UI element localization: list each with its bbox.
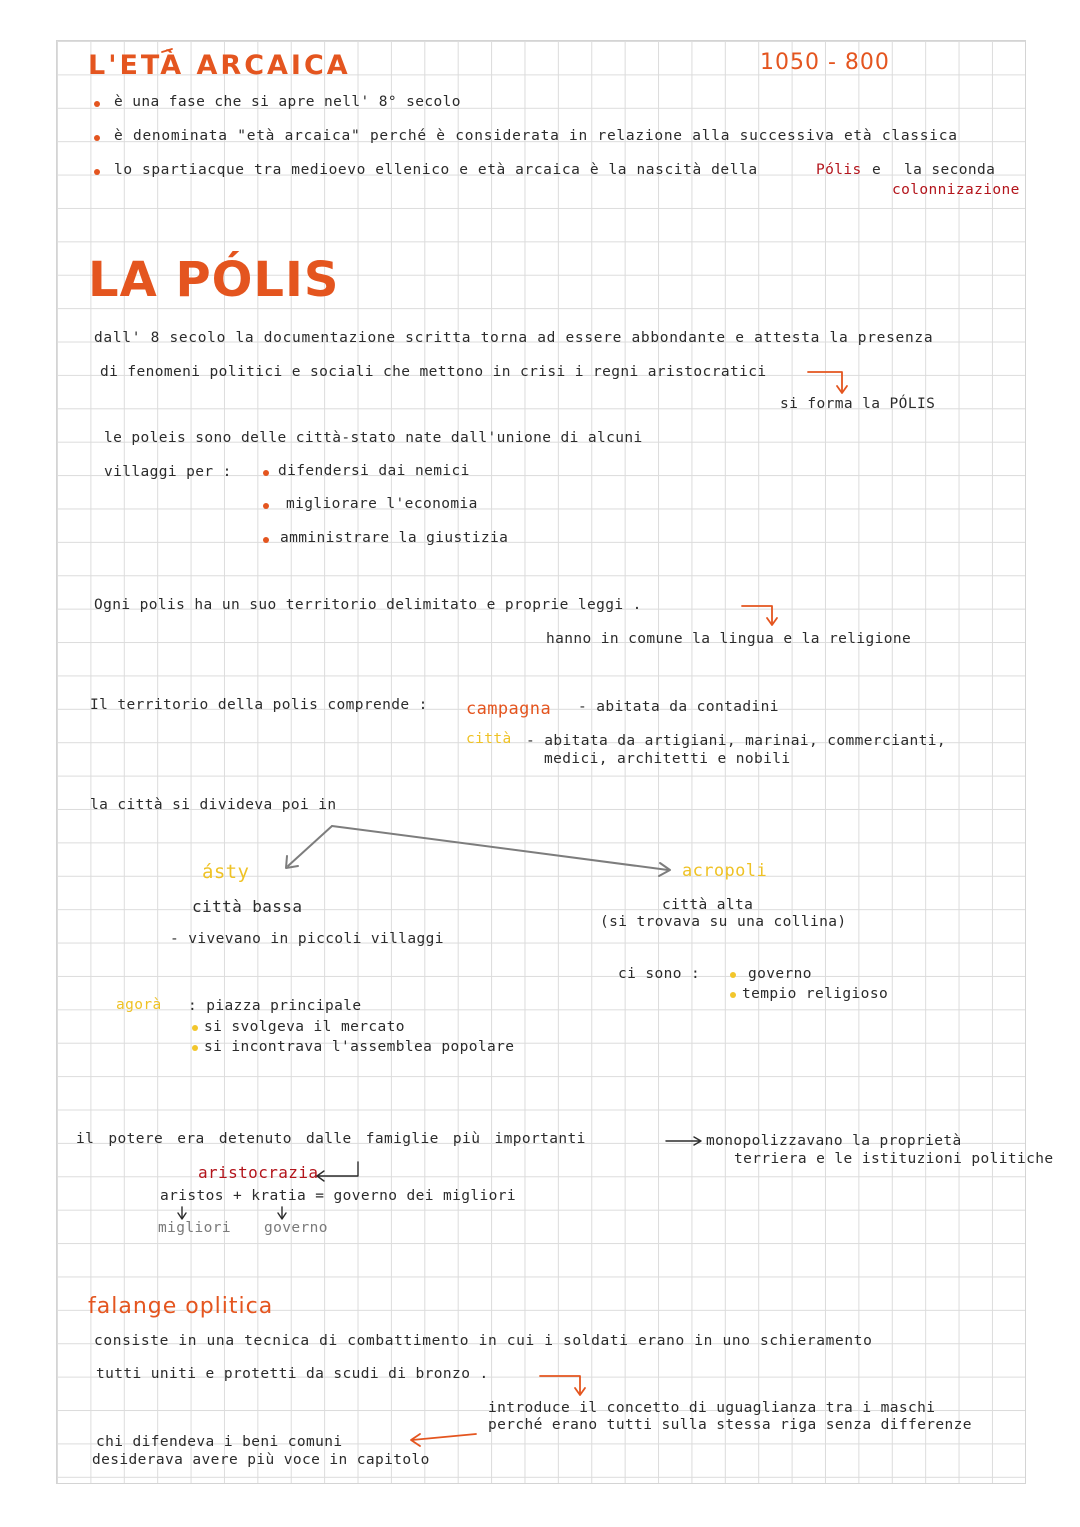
aristocrazia-term: aristocrazia [198, 1163, 319, 1182]
polis-para3-line1: Ogni polis ha un suo territorio delimitato e proprie leggi . [94, 597, 642, 613]
citta-desc-line2: medici, architetti e nobili [544, 751, 791, 767]
asty-desc: città bassa [192, 897, 303, 916]
intro-bullet-3: lo spartiacque tra medioevo ellenico e età arcaica è la nascità della [114, 162, 758, 178]
citta-desc-line1: - abitata da artigiani, marinai, commercianti, [526, 733, 946, 749]
intro-polis-term: Pólis [816, 162, 862, 178]
intro-colonizzazione: colonnizazione [892, 182, 1020, 198]
acropoli-ci-sono: ci sono : [618, 966, 701, 982]
intro-bullet-2: è denominata "età arcaica" perché è considerata in relazione alla successiva età classica [114, 128, 958, 144]
falange-consequence-line1: chi difendeva i beni comuni [96, 1434, 343, 1450]
purpose-item: difendersi dai nemici [278, 463, 470, 479]
falange-line2: tutti uniti e protetti da scudi di bronzo . [96, 1366, 489, 1382]
bullet-dot [263, 470, 269, 476]
purpose-item: amministrare la giustizia [280, 530, 509, 546]
acropoli-label: acropoli [682, 861, 768, 881]
etymology-line: aristos + kratia = governo dei migliori [160, 1188, 517, 1204]
agora-desc: : piazza principale [188, 998, 362, 1014]
territory-intro: Il territorio della polis comprende : [90, 697, 428, 713]
etymology-kratia-meaning: governo [264, 1220, 328, 1236]
section-title-eta-arcaica: L'ETÀ ARCAICA [88, 50, 351, 81]
campagna-desc: - abitata da contadini [578, 699, 779, 715]
citta-label: città [466, 731, 512, 747]
agora-item: si incontrava l'assemblea popolare [204, 1039, 515, 1055]
bullet-dot [192, 1045, 198, 1051]
bullet-dot [94, 135, 100, 141]
purpose-item: migliorare l'economia [286, 496, 478, 512]
asty-note: - vivevano in piccoli villaggi [170, 931, 444, 947]
acropoli-desc-line1: città alta [662, 897, 754, 913]
intro-bullet-1: è una fase che si apre nell' 8° secolo [114, 94, 461, 110]
etymology-aristos-meaning: migliori [158, 1220, 232, 1236]
intro-seconda: la seconda [904, 162, 996, 178]
acropoli-desc-line2: (si trovava su una collina) [600, 914, 847, 930]
polis-para2-line1: le poleis sono delle città-stato nate dall'unione di alcuni [104, 430, 643, 446]
bullet-dot [192, 1025, 198, 1031]
polis-formation: si forma la PÓLIS [780, 396, 936, 412]
power-result-line2: terriera e le istituzioni politiche [734, 1151, 1054, 1167]
polis-para2-line2: villaggi per : [104, 464, 232, 480]
power-line: il potere era detenuto dalle famiglie più importanti [76, 1131, 586, 1147]
bullet-dot [730, 992, 736, 998]
agora-item: si svolgeva il mercato [204, 1019, 405, 1035]
polis-para1-line2: di fenomeni politici e sociali che mettono in crisi i regni aristocratici [100, 364, 767, 380]
falange-consequence-line2: desiderava avere più voce in capitolo [92, 1452, 430, 1468]
falange-line1: consiste in una tecnica di combattimento in cui i soldati erano in uno schieramento [94, 1333, 873, 1349]
campagna-label: campagna [466, 699, 552, 719]
bullet-dot [94, 169, 100, 175]
agora-label: agorà [116, 997, 162, 1013]
falange-right-line1: introduce il concetto di uguaglianza tra i maschi [488, 1400, 936, 1416]
section-title-falange: falange oplitica [88, 1294, 274, 1319]
power-result-line1: monopolizzavano la proprietà [706, 1133, 962, 1149]
acropoli-item: tempio religioso [742, 986, 889, 1002]
bullet-dot [263, 503, 269, 509]
asty-label: ásty [202, 861, 250, 883]
falange-right-line2: perché erano tutti sulla stessa riga senza differenze [488, 1417, 972, 1433]
date-range: 1050 - 800 [760, 50, 890, 75]
bullet-dot [94, 101, 100, 107]
intro-and: e [872, 162, 882, 178]
polis-para3-line2: hanno in comune la lingua e la religione [546, 631, 912, 647]
bullet-dot [263, 537, 269, 543]
polis-para1-line1: dall' 8 secolo la documentazione scritta torna ad essere abbondante e attesta la presenza [94, 330, 934, 346]
bullet-dot [730, 972, 736, 978]
city-division: la città si divideva poi in [90, 797, 337, 813]
acropoli-item: governo [748, 966, 812, 982]
section-title-polis: LA PÓLIS [88, 252, 340, 308]
